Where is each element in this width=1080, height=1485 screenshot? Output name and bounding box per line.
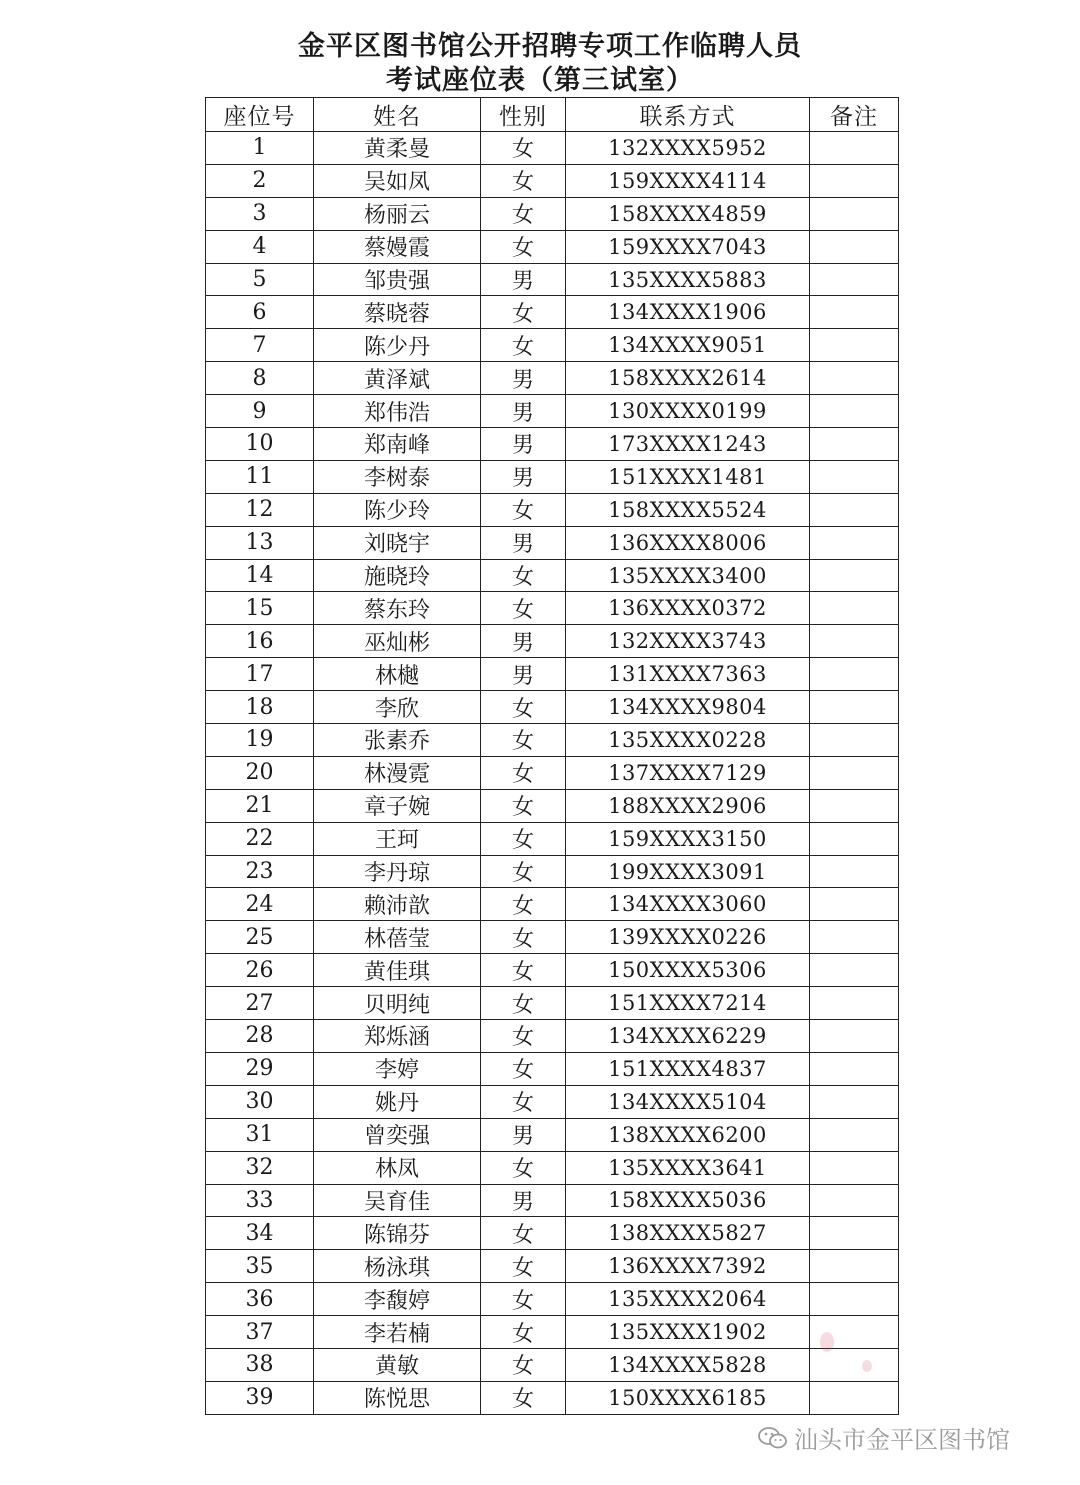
contact-cell: 173XXXX1243 [566,428,810,461]
remarks-cell [810,1118,899,1151]
seat-number-cell: 28 [206,1020,314,1053]
name-cell: 郑烁涵 [314,1020,481,1053]
table-row [206,296,899,329]
seat-number-cell: 34 [206,1217,314,1250]
table-header-row [206,98,899,132]
seat-number-cell: 13 [206,526,314,559]
name-cell: 王珂 [314,822,481,855]
gender-cell: 女 [481,1283,566,1316]
table-row [206,1020,899,1053]
name-cell: 黄敏 [314,1348,481,1381]
seat-number-cell: 6 [206,296,314,329]
seat-number-cell: 16 [206,625,314,658]
remarks-cell [810,263,899,296]
remarks-cell [810,789,899,822]
gender-cell: 女 [481,954,566,987]
table-row [206,428,899,461]
gender-cell: 女 [481,329,566,362]
gender-cell: 女 [481,1217,566,1250]
name-cell: 施晓玲 [314,559,481,592]
gender-cell: 女 [481,855,566,888]
header-gender: 性别 [481,98,566,132]
remarks-cell [810,493,899,526]
name-cell: 杨丽云 [314,197,481,230]
remarks-cell [810,329,899,362]
contact-cell: 159XXXX3150 [566,822,810,855]
seat-number-cell: 18 [206,691,314,724]
remarks-cell [810,756,899,789]
remarks-cell [810,822,899,855]
remarks-cell [810,987,899,1020]
gender-cell: 男 [481,263,566,296]
name-cell: 张素乔 [314,724,481,757]
table-row [206,493,899,526]
table-row [206,197,899,230]
gender-cell: 女 [481,822,566,855]
name-cell: 刘晓宇 [314,526,481,559]
remarks-cell [810,1085,899,1118]
table-row [206,230,899,263]
header-name: 姓名 [314,98,481,132]
contact-cell: 151XXXX7214 [566,987,810,1020]
contact-cell: 158XXXX5524 [566,493,810,526]
contact-cell: 134XXXX6229 [566,1020,810,1053]
name-cell: 李欣 [314,691,481,724]
gender-cell: 男 [481,395,566,428]
seat-number-cell: 37 [206,1316,314,1349]
seat-number-cell: 2 [206,164,314,197]
wechat-icon [758,1426,788,1450]
contact-cell: 130XXXX0199 [566,395,810,428]
table-row [206,263,899,296]
contact-cell: 135XXXX1902 [566,1316,810,1349]
table-row [206,132,899,165]
table-row [206,460,899,493]
remarks-cell [810,1184,899,1217]
gender-cell: 男 [481,1118,566,1151]
name-cell: 蔡嫚霞 [314,230,481,263]
document-subtitle: 考试座位表（第三试室） [386,65,694,96]
remarks-cell [810,526,899,559]
table-row [206,822,899,855]
table-row [206,724,899,757]
contact-cell: 134XXXX5104 [566,1085,810,1118]
name-cell: 黄佳琪 [314,954,481,987]
gender-cell: 女 [481,493,566,526]
remarks-cell [810,1250,899,1283]
remarks-cell [810,658,899,691]
contact-cell: 158XXXX5036 [566,1184,810,1217]
gender-cell: 女 [481,1250,566,1283]
seat-number-cell: 20 [206,756,314,789]
seat-number-cell: 5 [206,263,314,296]
contact-cell: 150XXXX5306 [566,954,810,987]
name-cell: 陈悦思 [314,1381,481,1414]
remarks-cell [810,1283,899,1316]
table-row [206,559,899,592]
name-cell: 林凤 [314,1151,481,1184]
seat-number-cell: 39 [206,1381,314,1414]
table-body [206,132,899,1415]
watermark [758,1420,1010,1455]
remarks-cell [810,460,899,493]
name-cell: 巫灿彬 [314,625,481,658]
name-cell: 赖沛歆 [314,888,481,921]
seat-number-cell: 30 [206,1085,314,1118]
seat-number-cell: 15 [206,592,314,625]
contact-cell: 137XXXX7129 [566,756,810,789]
contact-cell: 159XXXX7043 [566,230,810,263]
table-row [206,362,899,395]
seat-number-cell: 19 [206,724,314,757]
table-row [206,329,899,362]
table-row [206,658,899,691]
gender-cell: 女 [481,1151,566,1184]
name-cell: 吴育佳 [314,1184,481,1217]
remarks-cell [810,625,899,658]
name-cell: 林樾 [314,658,481,691]
remarks-cell [810,395,899,428]
contact-cell: 188XXXX2906 [566,789,810,822]
gender-cell: 男 [481,428,566,461]
gender-cell: 女 [481,1052,566,1085]
name-cell: 李馥婷 [314,1283,481,1316]
seat-number-cell: 38 [206,1348,314,1381]
contact-cell: 134XXXX9051 [566,329,810,362]
name-cell: 李若楠 [314,1316,481,1349]
table-row [206,789,899,822]
contact-cell: 159XXXX4114 [566,164,810,197]
gender-cell: 女 [481,132,566,165]
seat-number-cell: 22 [206,822,314,855]
name-cell: 章子婉 [314,789,481,822]
seat-number-cell: 25 [206,921,314,954]
table-row [206,1085,899,1118]
contact-cell: 135XXXX0228 [566,724,810,757]
name-cell: 郑伟浩 [314,395,481,428]
name-cell: 林蓓莹 [314,921,481,954]
table-row [206,1217,899,1250]
contact-cell: 136XXXX0372 [566,592,810,625]
seat-number-cell: 24 [206,888,314,921]
gender-cell: 女 [481,789,566,822]
table-row [206,888,899,921]
table-row [206,1052,899,1085]
table-row [206,756,899,789]
seat-number-cell: 23 [206,855,314,888]
seating-table [205,97,899,1415]
table-row [206,395,899,428]
header-contact: 联系方式 [566,98,810,132]
seat-number-cell: 32 [206,1151,314,1184]
remarks-cell [810,1348,899,1381]
header-seat-number: 座位号 [206,98,314,132]
remarks-cell [810,1151,899,1184]
name-cell: 曾奕强 [314,1118,481,1151]
seat-number-cell: 27 [206,987,314,1020]
table-row [206,164,899,197]
seat-number-cell: 17 [206,658,314,691]
name-cell: 李树泰 [314,460,481,493]
table-row [206,1118,899,1151]
remarks-cell [810,592,899,625]
gender-cell: 女 [481,756,566,789]
seat-number-cell: 26 [206,954,314,987]
name-cell: 郑南峰 [314,428,481,461]
seat-number-cell: 12 [206,493,314,526]
seat-number-cell: 14 [206,559,314,592]
table-row [206,625,899,658]
contact-cell: 134XXXX1906 [566,296,810,329]
table-row [206,592,899,625]
gender-cell: 女 [481,921,566,954]
remarks-cell [810,691,899,724]
gender-cell: 男 [481,658,566,691]
table-row [206,1250,899,1283]
seat-number-cell: 33 [206,1184,314,1217]
seat-number-cell: 7 [206,329,314,362]
contact-cell: 134XXXX9804 [566,691,810,724]
gender-cell: 男 [481,1184,566,1217]
remarks-cell [810,921,899,954]
table-row [206,1184,899,1217]
name-cell: 杨泳琪 [314,1250,481,1283]
remarks-cell [810,855,899,888]
seat-number-cell: 10 [206,428,314,461]
name-cell: 黄泽斌 [314,362,481,395]
seat-number-cell: 11 [206,460,314,493]
gender-cell: 女 [481,724,566,757]
name-cell: 贝明纯 [314,987,481,1020]
gender-cell: 男 [481,362,566,395]
seat-number-cell: 29 [206,1052,314,1085]
contact-cell: 150XXXX6185 [566,1381,810,1414]
header-remarks: 备注 [810,98,899,132]
remarks-cell [810,362,899,395]
table-row [206,855,899,888]
remarks-cell [810,724,899,757]
gender-cell: 女 [481,197,566,230]
gender-cell: 女 [481,296,566,329]
gender-cell: 女 [481,230,566,263]
contact-cell: 158XXXX2614 [566,362,810,395]
table-row [206,526,899,559]
remarks-cell [810,164,899,197]
gender-cell: 女 [481,559,566,592]
gender-cell: 男 [481,526,566,559]
contact-cell: 134XXXX5828 [566,1348,810,1381]
remarks-cell [810,197,899,230]
name-cell: 蔡东玲 [314,592,481,625]
seat-number-cell: 35 [206,1250,314,1283]
table-row [206,1283,899,1316]
table-row [206,954,899,987]
gender-cell: 女 [481,691,566,724]
table-row [206,691,899,724]
remarks-cell [810,428,899,461]
name-cell: 邹贵强 [314,263,481,296]
contact-cell: 136XXXX7392 [566,1250,810,1283]
gender-cell: 女 [481,1020,566,1053]
gender-cell: 女 [481,1085,566,1118]
seat-number-cell: 1 [206,132,314,165]
remarks-cell [810,132,899,165]
table-row [206,1381,899,1414]
table-row [206,1151,899,1184]
table-row [206,987,899,1020]
gender-cell: 女 [481,1316,566,1349]
remarks-cell [810,1052,899,1085]
name-cell: 林漫霓 [314,756,481,789]
contact-cell: 131XXXX7363 [566,658,810,691]
table-row [206,1348,899,1381]
name-cell: 黄柔曼 [314,132,481,165]
seat-number-cell: 3 [206,197,314,230]
contact-cell: 135XXXX3400 [566,559,810,592]
remarks-cell [810,1020,899,1053]
ink-stain [862,1360,872,1372]
contact-cell: 138XXXX5827 [566,1217,810,1250]
remarks-cell [810,954,899,987]
name-cell: 李丹琼 [314,855,481,888]
contact-cell: 158XXXX4859 [566,197,810,230]
contact-cell: 136XXXX8006 [566,526,810,559]
contact-cell: 151XXXX4837 [566,1052,810,1085]
name-cell: 陈少丹 [314,329,481,362]
remarks-cell [810,888,899,921]
ink-stain [820,1332,834,1352]
seat-number-cell: 9 [206,395,314,428]
remarks-cell [810,1381,899,1414]
contact-cell: 151XXXX1481 [566,460,810,493]
name-cell: 李婷 [314,1052,481,1085]
name-cell: 姚丹 [314,1085,481,1118]
seat-number-cell: 31 [206,1118,314,1151]
document-title: 金平区图书馆公开招聘专项工作临聘人员 [298,31,802,62]
contact-cell: 132XXXX5952 [566,132,810,165]
watermark-text: 汕头市金平区图书馆 [794,1426,1010,1454]
gender-cell: 男 [481,625,566,658]
contact-cell: 135XXXX3641 [566,1151,810,1184]
name-cell: 蔡晓蓉 [314,296,481,329]
contact-cell: 138XXXX6200 [566,1118,810,1151]
gender-cell: 女 [481,164,566,197]
contact-cell: 199XXXX3091 [566,855,810,888]
seat-number-cell: 8 [206,362,314,395]
seat-number-cell: 21 [206,789,314,822]
contact-cell: 139XXXX0226 [566,921,810,954]
gender-cell: 女 [481,888,566,921]
gender-cell: 男 [481,460,566,493]
gender-cell: 女 [481,592,566,625]
gender-cell: 女 [481,1348,566,1381]
remarks-cell [810,1217,899,1250]
remarks-cell [810,559,899,592]
seat-number-cell: 36 [206,1283,314,1316]
contact-cell: 135XXXX5883 [566,263,810,296]
contact-cell: 135XXXX2064 [566,1283,810,1316]
name-cell: 陈少玲 [314,493,481,526]
name-cell: 吴如凤 [314,164,481,197]
table-row [206,1316,899,1349]
seat-number-cell: 4 [206,230,314,263]
name-cell: 陈锦芬 [314,1217,481,1250]
gender-cell: 女 [481,1381,566,1414]
remarks-cell [810,296,899,329]
gender-cell: 女 [481,987,566,1020]
remarks-cell [810,230,899,263]
contact-cell: 132XXXX3743 [566,625,810,658]
table-row [206,921,899,954]
contact-cell: 134XXXX3060 [566,888,810,921]
